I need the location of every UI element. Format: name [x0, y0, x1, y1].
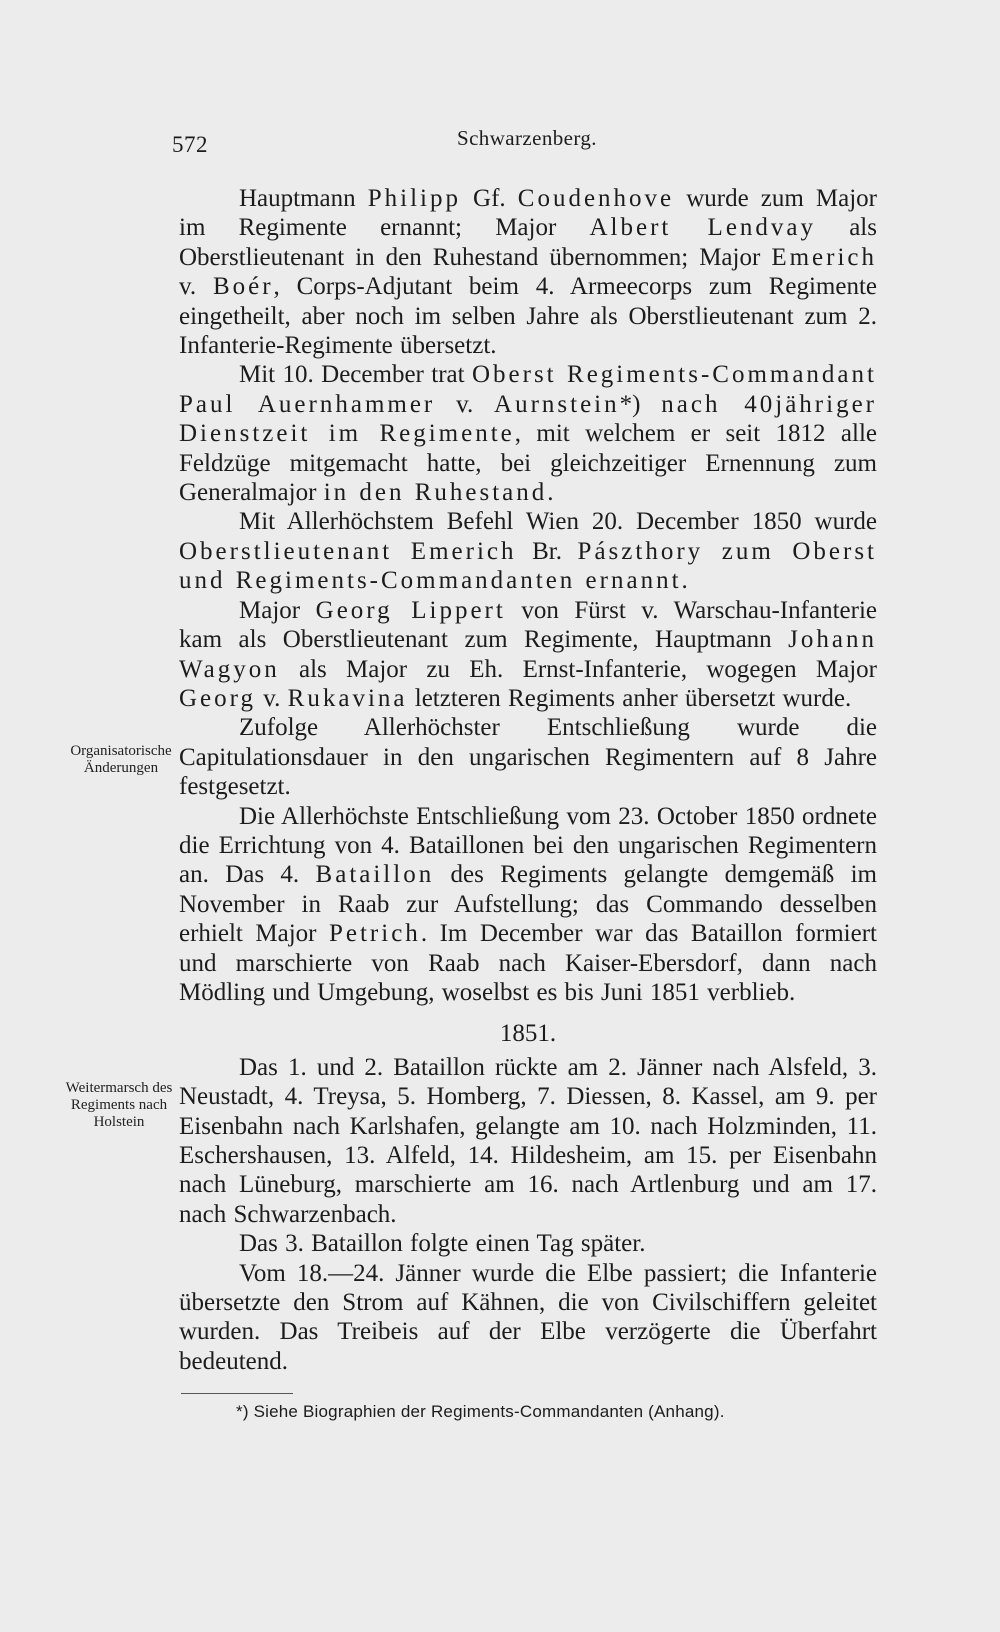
text-run: von Fürst v. Warschau-Infanterie kam als Oberstlieutenant zum Regimente, Hauptmann: [179, 596, 877, 654]
text-run: als Major zu Eh. Ernst-Infanterie, wogegen Major: [279, 655, 877, 683]
spaced-name: Rukavina: [287, 684, 408, 712]
paragraph-march-route: Das 1. und 2. Bataillon rückte am 2. Jänner nach Alsfeld, 3. Neustadt, 4. Treysa, 5. Homberg, 7. Diessen, 8. Kassel, am 9. per Eisenbahn nach Karlshafen, gelangte am 10. nach Holzminden, 11. Eschershausen, 13. Alfeld, 14. Hildesheim, am 15. per Eisenbahn nach Lüneburg, marschierte am 16. nach Artlenburg und am 17. nach Schwarzenbach.: [179, 1053, 877, 1228]
text-run: des Regiments gelangte demgemäß im November in Raab zur Aufstellung; das Commando desselben erhielt Major: [179, 861, 877, 948]
text-run: v.: [179, 273, 213, 301]
spaced-name: Boér: [212, 273, 274, 301]
spaced-text: nach 40jähriger Dienstzeit im Regimente: [179, 390, 877, 448]
text-run: . Im December war das Bataillon formiert und marschierte von Raab nach Kaiser-Ebersdorf, dann nach Mödling und Umgebung, woselbst es bis Juni 1851 verblieb.: [179, 920, 877, 1006]
text-run: .: [681, 567, 688, 595]
paragraph-retirement: [179, 360, 877, 507]
paragraph-elbe-crossing: Vom 18.—24. Jänner wurde die Elbe passiert; die Infanterie übersetzte den Strom auf Kähnen, die von Civilschiffern geleitet wurden. Das Treibeis auf der Elbe verzögerte die Überfahrt bedeutend.: [179, 1259, 877, 1375]
spaced-name: Johann Wagyon: [179, 626, 877, 683]
year-heading: 1851.: [499, 1020, 557, 1048]
text-run: Gf.: [460, 185, 518, 212]
paragraph-capitulation: Zufolge Allerhöchster Entschließung wurde die Capitulationsdauer in den ungarischen Regimentern auf 8 Jahre festgesetzt.: [179, 714, 877, 801]
spaced-name: Oberst Regiments-Commandant Paul Auernhammer: [179, 361, 877, 418]
spaced-name: Petrich: [328, 920, 421, 948]
main-text: [179, 184, 877, 1376]
spaced-name: Oberstlieutenant Emerich: [179, 537, 517, 565]
text-run: Major: [239, 596, 316, 624]
spaced-name: Georg Lippert: [315, 596, 506, 624]
text-run: , Corps-Adjutant beim 4. Armeecorps zum Regimente eingetheilt, aber noch im selben Jahre als Oberstlieutenant zum 2. Infanterie-Regimente übersetzt.: [179, 273, 877, 360]
text-run: als Oberstlieutenant in den Ruhestand übernommen; Major: [179, 214, 877, 271]
text-run: .: [547, 479, 554, 507]
spaced-name: Aurnstein: [494, 390, 620, 418]
spaced-name: Emerich: [771, 243, 877, 271]
paragraph-transfers: [179, 596, 877, 714]
footnote-divider: [181, 1393, 293, 1394]
page-number: 572: [172, 132, 208, 157]
paragraph-promotions: [179, 184, 877, 360]
spaced-name: Albert Lendvay: [589, 214, 817, 242]
footnote: *) Siehe Biographien der Regiments-Commandanten (Anhang).: [236, 1402, 725, 1421]
spaced-name: Coudenhove: [517, 185, 675, 212]
text-run: letzteren Regiments anher übersetzt wurde.: [407, 684, 852, 712]
text-run: Hauptmann: [239, 185, 368, 212]
footnote-marker: *): [619, 390, 662, 418]
text-run: , mit welchem er seit 1812 alle Feldzüge mitgemacht hatte, bei gleichzeitiger Ernennung zum Generalmajor: [179, 420, 877, 507]
text-run: Br.: [516, 537, 578, 565]
running-title: Schwarzenberg.: [457, 126, 597, 150]
marginal-note-march: Weitermarsch des Regiments nach Holstein: [65, 1080, 173, 1130]
text-run: Mit Allerhöchstem Befehl Wien 20. December 1850 wurde: [239, 508, 877, 536]
spaced-text: Pászthory zum Oberst und Regiments-Commandanten ernannt: [179, 537, 878, 595]
spaced-name: Philipp: [367, 185, 461, 212]
paragraph-appointment: [179, 507, 877, 595]
paragraph-fourth-battalion: [179, 802, 877, 1008]
spaced-text: Bataillon: [315, 861, 435, 889]
text-run: v.: [256, 684, 288, 712]
paragraph-third-battalion: Das 3. Bataillon folgte einen Tag später.: [239, 1230, 646, 1258]
text-run: Mit 10. December trat: [239, 361, 472, 389]
marginal-note-organisational: Organisatorische Änderungen: [70, 743, 172, 776]
spaced-name: Georg: [179, 684, 257, 712]
text-run: wurde zum Major im Regimente ernannt; Major: [179, 185, 877, 242]
text-run: v.: [435, 390, 495, 418]
spaced-text: in den Ruhestand: [323, 479, 548, 507]
text-run: Die Allerhöchste Entschließung vom 23. October 1850 ordnete die Errichtung von 4. Bataillonen bei den ungarischen Regimentern an. Das 4.: [179, 802, 877, 889]
